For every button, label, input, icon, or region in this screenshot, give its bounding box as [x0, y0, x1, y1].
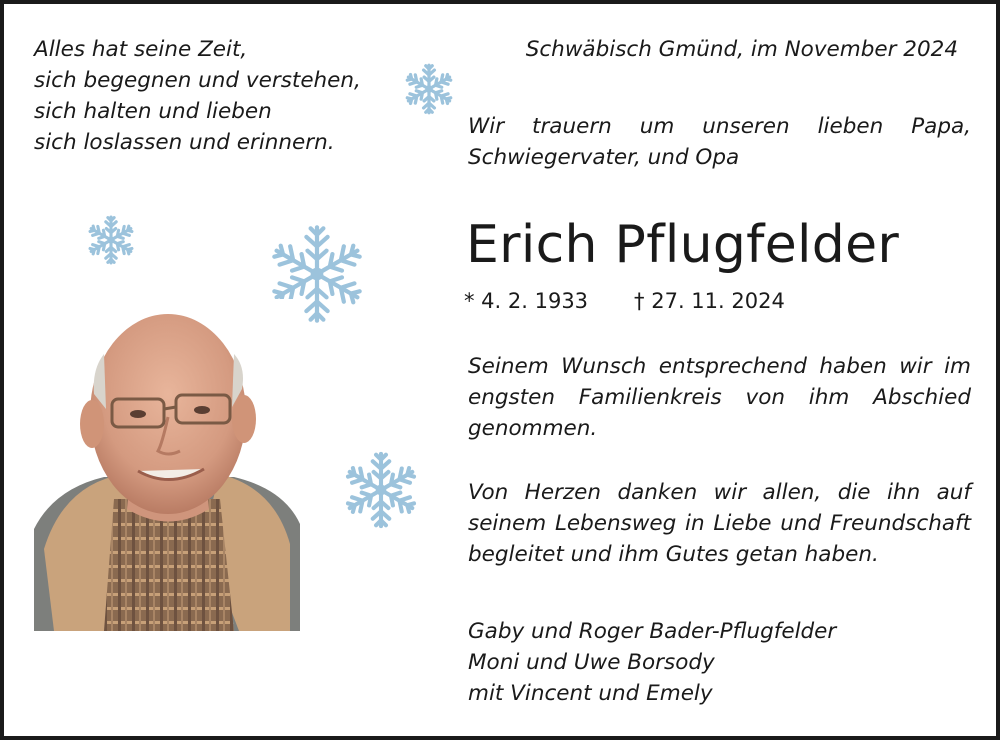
mourner-line: Moni und Uwe Borsody — [468, 650, 715, 675]
snowflake-icon — [340, 449, 422, 531]
poem — [34, 34, 434, 158]
thanks-paragraph — [468, 477, 971, 570]
poem-line: Alles hat seine Zeit, — [34, 37, 248, 62]
death-date: † 27. 11. 2024 — [634, 289, 785, 313]
birth-date: * 4. 2. 1933 — [464, 289, 589, 313]
place-date: Schwäbisch Gmünd, im November 2024 — [525, 37, 958, 62]
intro-line: Wir trauern um unseren lieben Papa, — [468, 114, 971, 139]
farewell-paragraph — [468, 351, 971, 444]
intro-line: Schwiegervater, und Opa — [468, 145, 740, 170]
poem-line: sich halten und lieben — [34, 99, 272, 124]
paragraph-line: Seinem Wunsch entsprechend haben wir im — [468, 354, 971, 379]
paragraph-line: engsten Familienkreis von ihm Abschied — [468, 385, 971, 410]
mourner-line: mit Vincent und Emely — [468, 681, 713, 706]
mourning-intro — [468, 111, 971, 173]
paragraph-line: Von Herzen danken wir allen, die ihn auf — [468, 480, 971, 505]
poem-line: sich begegnen und verstehen, — [34, 68, 361, 93]
paragraph-line: begleitet und ihm Gutes getan haben. — [468, 542, 879, 567]
portrait-photo — [34, 299, 300, 631]
mourners-list — [468, 616, 971, 709]
mourner-line: Gaby und Roger Bader-Pflugfelder — [468, 619, 837, 644]
deceased-name: Erich Pflugfelder — [466, 215, 900, 275]
paragraph-line: genommen. — [468, 416, 598, 441]
paragraph-line: seinem Lebensweg in Liebe und Freundschaft — [468, 511, 971, 536]
poem-line: sich loslassen und erinnern. — [34, 130, 335, 155]
portrait-illustration — [34, 299, 300, 631]
life-dates — [464, 287, 785, 315]
snowflake-icon — [85, 214, 137, 266]
